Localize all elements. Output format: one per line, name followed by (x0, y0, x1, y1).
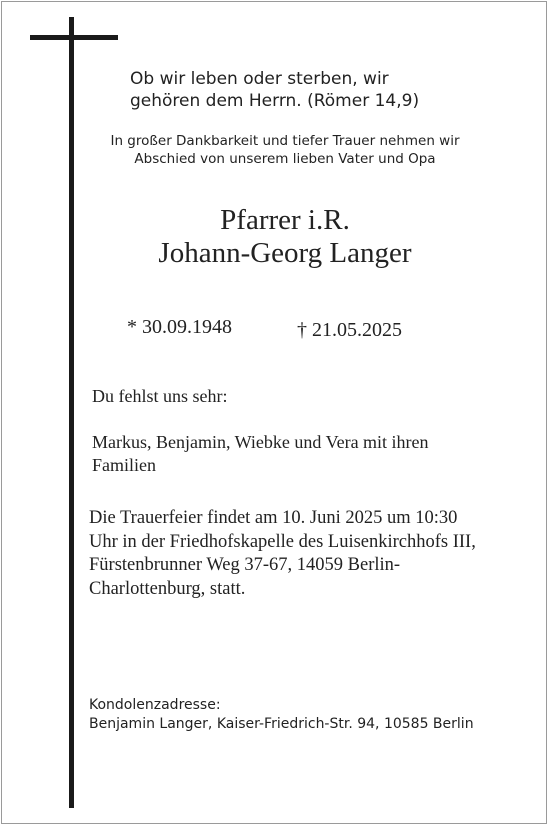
condolence-label: Kondolenzadresse: (89, 697, 221, 713)
service-line-4: Charlottenburg, statt. (89, 578, 246, 599)
verse-line-1: Ob wir leben oder sterben, wir (130, 69, 389, 89)
birth-date: * 30.09.1948 (127, 316, 232, 338)
intro-line-1: In großer Dankbarkeit und tiefer Trauer nehmen wir (110, 133, 460, 149)
cross-vertical-bar (69, 17, 74, 808)
bible-verse (130, 68, 490, 112)
death-date: † 21.05.2025 (297, 319, 402, 341)
service-line-2: Uhr in der Friedhofskapelle des Luisenkirchhofs III, (89, 531, 476, 552)
message-text: Du fehlst uns sehr: (92, 386, 228, 406)
service-line-1: Die Trauerfeier findet am 10. Juni 2025 um 10:30 (89, 508, 458, 528)
deceased-name: Johann-Georg Langer (158, 237, 412, 269)
intro-text (90, 132, 480, 168)
verse-line-2: gehören dem Herrn. (Römer 14,9) (130, 91, 420, 111)
deceased-title: Pfarrer i.R. (220, 204, 350, 236)
cross-horizontal-bar (30, 35, 118, 40)
funeral-service-info (89, 507, 529, 601)
service-line-3: Fürstenbrunner Weg 37-67, 14059 Berlin- (89, 555, 401, 575)
intro-line-2: Abschied von unserem lieben Vater und Opa (134, 151, 436, 167)
family-names (92, 431, 512, 477)
family-line-2: Familien (92, 455, 156, 475)
family-line-1: Markus, Benjamin, Wiebke und Vera mit ihren (92, 432, 429, 452)
condolence-address-text: Benjamin Langer, Kaiser-Friedrich-Str. 94, 10585 Berlin (89, 716, 474, 732)
condolence-address (89, 696, 529, 734)
deceased-name-block (100, 204, 470, 270)
